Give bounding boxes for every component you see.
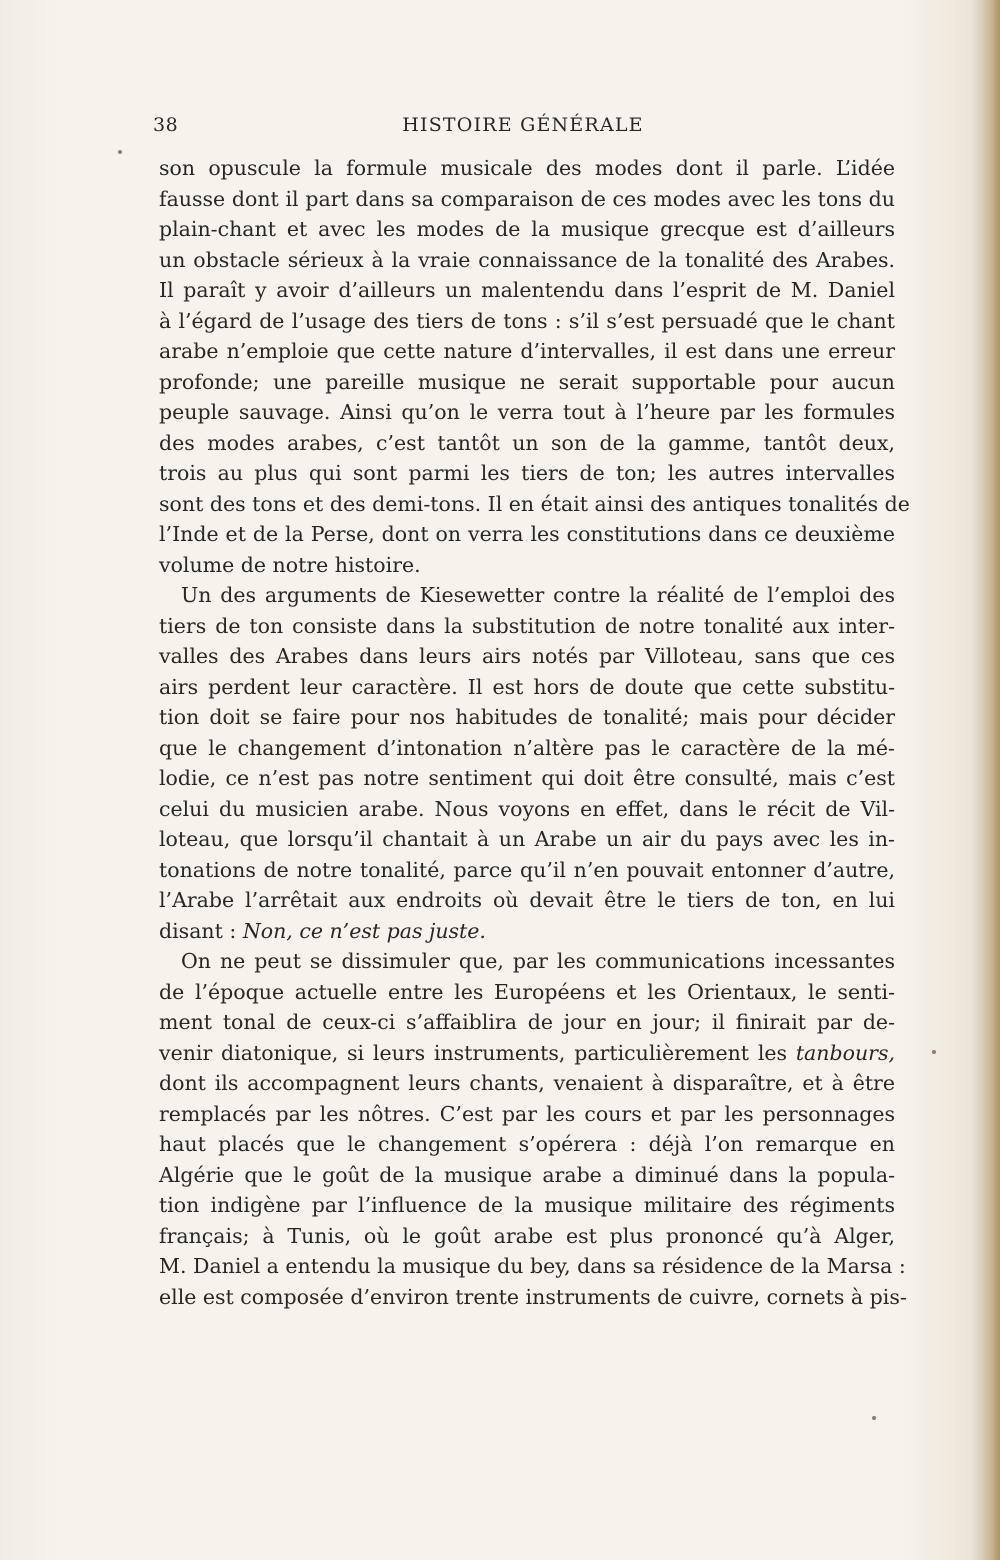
text-line: Il paraît y avoir d’ailleurs un malentendu dans l’esprit de M. Daniel xyxy=(159,278,895,302)
text-line: tonations de notre tonalité, parce qu’il n’en pouvait entonner d’autre, xyxy=(159,857,895,882)
text-line: valles des Arabes dans leurs airs notés par Villoteau, sans que ces xyxy=(159,644,895,668)
text-line: fausse dont il part dans sa comparaison de ces modes avec les tons du xyxy=(159,186,895,211)
text-line-with-italic xyxy=(159,1038,895,1069)
body-text xyxy=(159,153,910,1312)
text-line: son opuscule la formule musicale des modes dont il parle. L’idée xyxy=(159,156,895,180)
text-line: remplacés par les nôtres. C’est par les cours et par les personnages xyxy=(159,1101,895,1126)
text-line: de l’époque actuelle entre les Européens et les Orientaux, le senti- xyxy=(159,979,895,1004)
text-line: profonde; une pareille musique ne serait supportable pour aucun xyxy=(159,369,895,394)
italic-term: tanbours, xyxy=(795,1040,895,1065)
page-header xyxy=(153,114,893,144)
text-line: airs perdent leur caractère. Il est hors de doute que cette substitu- xyxy=(159,674,895,699)
text-line: tiers de ton consiste dans la substitution de notre tonalité aux inter- xyxy=(159,613,895,638)
text-line: loteau, que lorsqu’il chantait à un Arabe un air du pays avec les in- xyxy=(159,827,895,851)
text-line: que le changement d’intonation n’altère pas le caractère de la mé- xyxy=(159,735,895,760)
ink-speck xyxy=(872,1416,876,1420)
text-line: l’Arabe l’arrêtait aux endroits où devait être le tiers de ton, en lui xyxy=(159,888,895,912)
page-number: 38 xyxy=(153,114,179,136)
text-line: celui du musicien arabe. Nous voyons en effet, dans le récit de Vil- xyxy=(159,796,895,821)
text-line: plain-chant et avec les modes de la musique grecque est d’ailleurs xyxy=(159,217,895,241)
text-line: dont ils accompagnent leurs chants, venaient à disparaître, et à être xyxy=(159,1071,895,1095)
text-line-with-quote xyxy=(159,916,895,947)
text-line: un obstacle sérieux à la vraie connaissance de la tonalité des Arabes. xyxy=(159,247,895,272)
text-line: M. Daniel a entendu la musique du bey, dans sa résidence de la Marsa : xyxy=(159,1254,906,1278)
running-title: HISTOIRE GÉNÉRALE xyxy=(402,114,644,136)
text-line: On ne peut se dissimuler que, par les communications incessantes xyxy=(181,949,895,973)
text-line: sont des tons et des demi-tons. Il en était ainsi des antiques tonalités de xyxy=(159,491,910,516)
text-line: tion doit se faire pour nos habitudes de tonalité; mais pour décider xyxy=(159,705,895,729)
page-edge-shadow xyxy=(982,0,1000,1560)
text-line: des modes arabes, c’est tantôt un son de la gamme, tantôt deux, xyxy=(159,430,895,455)
text-line: l’Inde et de la Perse, dont on verra les constitutions dans ce deuxième xyxy=(159,522,895,546)
text-line: volume de notre histoire. xyxy=(159,552,421,577)
text-line: elle est composée d’environ trente instruments de cuivre, cornets à pis- xyxy=(159,1284,907,1309)
ink-speck xyxy=(118,150,122,154)
text-line: français; à Tunis, où le goût arabe est plus prononcé qu’à Alger, xyxy=(159,1223,895,1248)
text-line: arabe n’emploie que cette nature d’intervalles, il est dans une erreur xyxy=(159,339,895,363)
italic-quote: Non, ce n’est pas juste. xyxy=(242,918,486,943)
text-fragment: venir diatonique, si leurs instruments, particulièrement les xyxy=(159,1040,788,1065)
text-line: haut placés que le changement s’opérera : déjà l’on remarque en xyxy=(159,1132,895,1156)
text-line: peuple sauvage. Ainsi qu’on le verra tout à l’heure par les formules xyxy=(159,400,895,424)
text-line: trois au plus qui sont parmi les tiers de ton; les autres intervalles xyxy=(159,461,895,485)
text-line: Un des arguments de Kiesewetter contre la réalité de l’emploi des xyxy=(181,583,895,607)
text-line: lodie, ce n’est pas notre sentiment qui doit être consulté, mais c’est xyxy=(159,766,895,790)
text-line: à l’égard de l’usage des tiers de tons : s’il s’est persuadé que le chant xyxy=(159,308,895,333)
text-line: ment tonal de ceux-ci s’affaiblira de jour en jour; il finirait par de- xyxy=(159,1010,895,1034)
text-fragment: disant : xyxy=(159,918,237,943)
text-line: tion indigène par l’influence de la musique militaire des régiments xyxy=(159,1193,895,1217)
text-line: Algérie que le goût de la musique arabe a diminué dans la popula- xyxy=(159,1162,895,1187)
ink-speck xyxy=(932,1050,936,1054)
